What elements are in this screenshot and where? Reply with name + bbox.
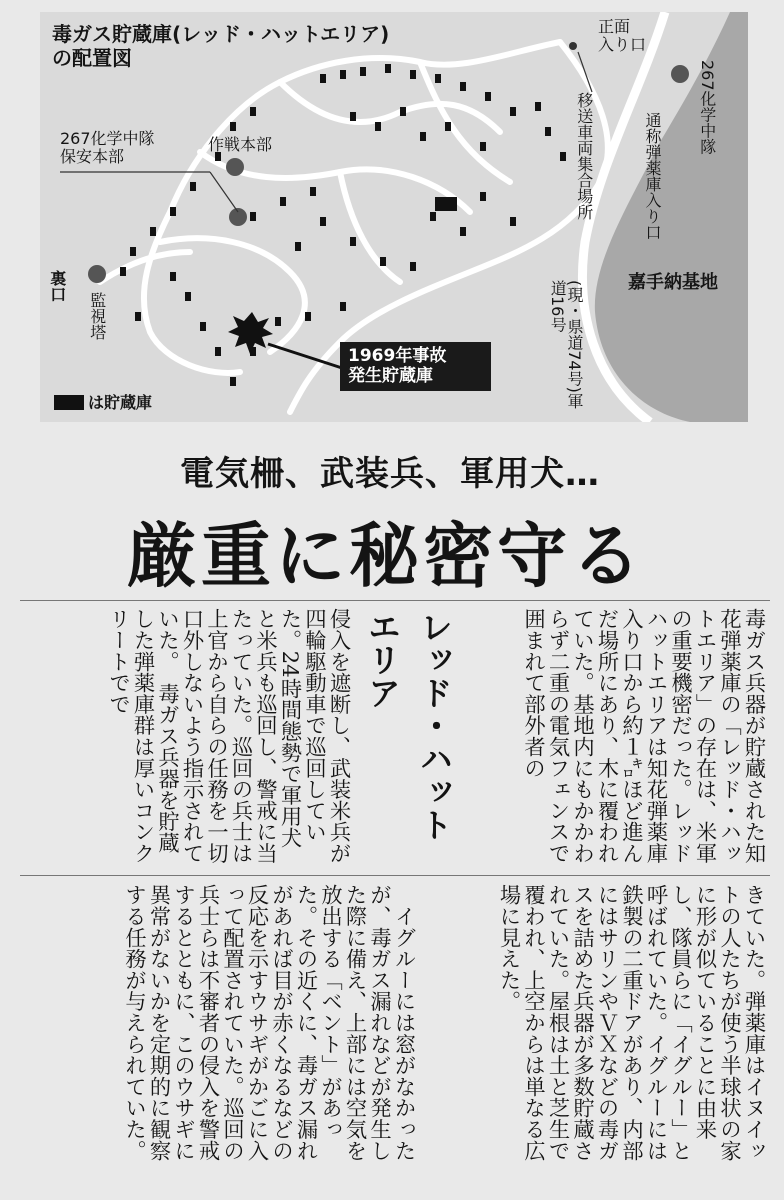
legend-text: は貯蔵庫 <box>88 393 153 412</box>
accident-bunker-label: 1969年事故 発生貯蔵庫 <box>340 342 491 391</box>
security-hq-label: 267化学中隊 保安本部 <box>60 129 155 167</box>
chem-company-dot <box>671 65 689 83</box>
road-label: (現・県道74号)軍道16号 <box>548 280 584 409</box>
back-gate-label: 裏口 <box>47 270 67 302</box>
watchtower-dot <box>88 265 106 283</box>
transport-area-label: 移送車両集合場所 <box>574 92 594 220</box>
bunker-legend-icon <box>54 395 84 410</box>
article-column-4: イグルーには窓がなかったが、毒ガス漏れなどが発生した際に備え、上部には空気を放出する「ベント」があった。その近くに、毒ガス漏れがあれば目が赤くなるなどの反応を示すウサギがかごに入って配置されていた。巡回の兵士らは不審者の侵入を警戒するとともに、このウサギに異常がないかを定期的に観察する任務が与えられていた。 <box>121 884 416 1161</box>
road-inner-1 <box>280 82 500 132</box>
ops-hq-dot <box>226 158 244 176</box>
article-column-3: きていた。弾薬庫はイヌイットの人たちが使う半球状の家に形が似ていることに由来し、隊員らに「イグルー」と呼ばれていた。イグルーには鉄製の二重ドアがあり、内部にはサリンやＶＸなどの毒ガスを詰めた兵器が多数貯蔵されていた。屋根は土と芝生で覆われ、上空からは単なる広場に見えた。 <box>496 884 766 1161</box>
kadena-base-label: 嘉手納基地 <box>628 272 718 293</box>
subheadline: 電気柵、武装兵、軍用犬… <box>180 454 600 494</box>
road-inner-5 <box>420 62 510 182</box>
watchtower-label: 監視塔 <box>87 292 107 340</box>
article-column-2: 侵入を遮断し、武装米兵が四輪駆動車で巡回していた。24時間態勢で軍用犬と米兵も巡回し、警戒に当たっていた。巡回の兵士は上官から自らの任務を一切口外しないよう指示されていた。 毒ガス兵器を貯蔵した弾薬庫群は厚いコンクリートでで <box>105 608 351 864</box>
road-inner-3 <box>160 238 305 352</box>
storage-layout-map <box>40 12 748 422</box>
front-gate-dot <box>569 42 577 50</box>
road-inner-4 <box>340 172 400 282</box>
ops-hq-label: 作戦本部 <box>208 135 273 154</box>
security-hq-dot <box>229 208 247 226</box>
rule-top <box>20 600 770 601</box>
chem-company-label: 267化学中隊 <box>697 60 717 155</box>
ammo-entrance-label: 通称弾薬庫入り口 <box>643 112 662 240</box>
rule-middle <box>20 875 770 876</box>
map-legend <box>54 390 152 413</box>
headline: 厳重に秘密守る <box>127 514 645 597</box>
accident-star-icon <box>228 312 273 354</box>
article-column-1: 毒ガス兵器が貯蔵された知花弾薬庫の「レッド・ハットエリア」の存在は、米軍の重要機密だった。レッドハットエリアは知花弾薬庫入り口から約１㌔ほど進んだ場所にあり、木に覆われていた。基地内にもかかわらず二重の電気フェンスで囲まれて部外者の <box>520 608 766 864</box>
front-gate-label: 正面 入り口 <box>598 17 647 55</box>
map-title: 毒ガス貯蔵庫(レッド・ハットエリア) の配置図 <box>52 22 390 70</box>
section-title: レッド・ハット エリア <box>363 610 454 841</box>
